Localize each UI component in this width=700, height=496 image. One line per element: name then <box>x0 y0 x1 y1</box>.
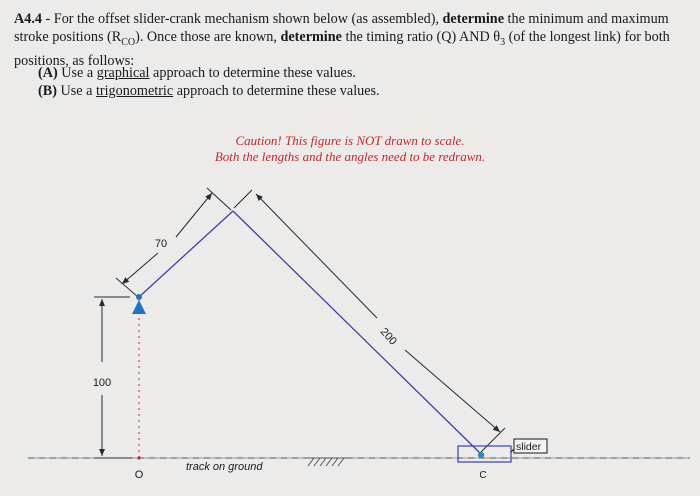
part-a-pre: Use a <box>57 65 97 81</box>
crank-label: 70 <box>154 238 168 250</box>
part-a-label: (A) <box>38 65 58 81</box>
crank-dimension <box>116 188 231 297</box>
problem-text-1: - For the offset slider-crank mechanism shown below (as assembled), <box>41 11 443 27</box>
coupler-link <box>233 211 481 454</box>
problem-text-2: the minimum and maximum stroke positions (R <box>14 11 669 46</box>
coupler-label: 200 <box>377 325 399 348</box>
problem-bold-1: determine <box>442 11 504 27</box>
part-b-post: approach to determine these values. <box>173 83 380 99</box>
track-label: track on ground <box>186 461 263 473</box>
slider-pin <box>478 452 484 458</box>
problem-text-3: ). Once those are known, <box>135 29 281 46</box>
caution-line-1: Caution! This figure is NOT drawn to scale. <box>235 133 465 148</box>
part-b-method: trigonometric <box>95 83 174 99</box>
problem-bold-2: determine <box>280 29 342 46</box>
coupler-dimension <box>234 190 505 452</box>
origin-dot <box>137 456 140 459</box>
part-a-post: approach to determine these values. <box>149 65 356 81</box>
problem-number: A4.4 <box>14 11 42 27</box>
part-a-method: graphical <box>96 65 150 81</box>
crank-link <box>139 211 233 297</box>
problem-text-5: (of the longest link) for both positions, as follows: <box>14 29 670 70</box>
ground-hatch <box>306 458 348 466</box>
pivot-triangle-icon <box>132 300 146 314</box>
pivot-label-o: O <box>134 469 144 481</box>
caution-line-2: Both the lengths and the angles need to be redrawn. <box>214 149 486 164</box>
part-b-label: (B) <box>38 83 57 99</box>
slider-label: slider <box>516 441 542 453</box>
crank-pivot <box>136 294 142 300</box>
subscript-3: 3 <box>500 37 506 49</box>
offset-label: 100 <box>92 377 112 389</box>
slider-point-label: C <box>479 470 487 481</box>
part-b-pre: Use a <box>56 83 96 99</box>
problem-text-4: the timing ratio (Q) AND θ <box>341 29 501 46</box>
subscript-co: CO <box>121 37 136 49</box>
